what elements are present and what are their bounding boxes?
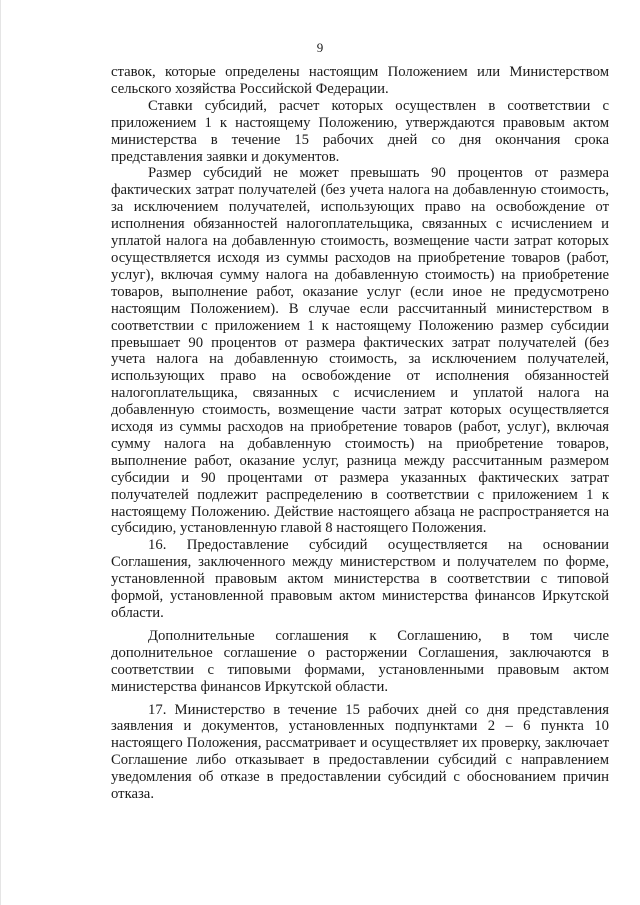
- paragraph-subsidy-rates: Ставки субсидий, расчет которых осуществлен в соответствии с приложением 1 к настоящему Положению, утверждаются правовым актом министерства в течение 15 рабочих дней со дня окончания срока представления заявки и документов.: [111, 97, 609, 165]
- scan-edge: [0, 0, 1, 905]
- page-number: 9: [316, 40, 324, 55]
- paragraph-item-17: 17. Министерство в течение 15 рабочих дней со дня представления заявления и документов, установленных подпунктами 2 – 6 пункта 10 настоящего Положения, рассматривает и осуществляет их проверку, заключает Соглашение либо отказывает в предоставлении субсидий с направлением уведомления об отказе в предоставлении субсидий с обоснованием причин отказа.: [111, 701, 609, 803]
- document-body: [111, 64, 609, 803]
- paragraph-item-16: 16. Предоставление субсидий осуществляется на основании Соглашения, заключенного между министерством и получателем по форме, установленной правовым актом министерства в соответствии с типовой формой, установленной правовым актом министерства финансов Иркутской области.: [111, 537, 609, 621]
- paragraph-subsidy-size: Размер субсидий не может превышать 90 процентов от размера фактических затрат получателей (без учета налога на добавленную стоимость, за исключением получателей, использующих право на освобождение от исполнения обязанностей налогоплательщика, связанных с исчислением и уплатой налога на добавленную стоимость, возмещение части затрат которых осуществляется исходя из суммы расходов на приобретение товаров (работ, услуг), включая сумму налога на добавленную стоимость) на приобретение товаров, выполнение работ, оказание услуг (если иное не предусмотрено настоящим Положением). В случае если рассчитанный министерством в соответствии с приложением 1 к настоящему Положению размер субсидии превышает 90 процентов от размера фактических затрат получателей (без учета налога на добавленную стоимость, за исключением получателей, использующих право на освобождение от исполнения обязанностей налогоплательщика, связанных с исчислением и уплатой налога на добавленную стоимость, возмещение части затрат которых осуществляется исходя из суммы расходов на приобретение товаров (работ, услуг), включая сумму налога на добавленную стоимость) на приобретение товаров, выполнение работ, оказание услуг, разница между рассчитанным размером субсидии и 90 процентами от размера указанных фактических затрат получателей подлежит распределению в соответствии с приложением 1 к настоящему Положению. Действие настоящего абзаца не распространяется на субсидию, установленную главой 8 настоящего Положения.: [111, 165, 609, 537]
- paragraph-additional-agreements: Дополнительные соглашения к Соглашению, в том числе дополнительное соглашение о расторжении Соглашения, заключаются в соответствии с типовыми формами, установленными правовым актом министерства финансов Иркутской области.: [111, 627, 609, 695]
- paragraph-continuation: ставок, которые определены настоящим Положением или Министерством сельского хозяйства Российской Федерации.: [111, 64, 609, 97]
